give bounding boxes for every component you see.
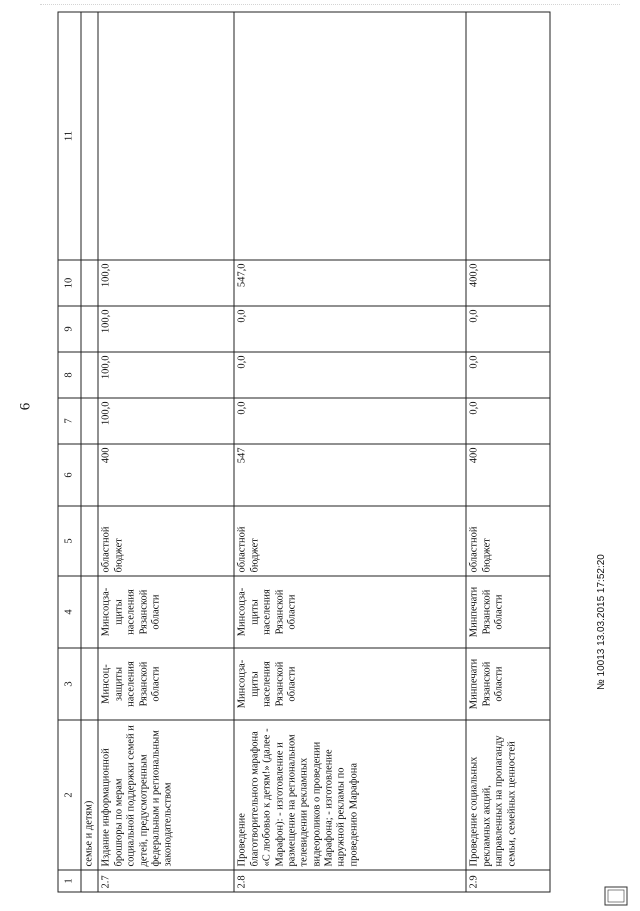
row-description: Проведение благотворительного марафона «С любовью к детям!» (далее - Марафон): - изготовление и размещение на региональном телевидении рекламных видеороликов о проведении Марафона; - изготовление наружной рекламы по проведению Марафона: [234, 720, 466, 870]
row-executor: Минпечати Рязанской области: [466, 576, 550, 648]
stamp-logo: [604, 886, 628, 906]
row-value: 100,0: [98, 398, 234, 444]
row-value: 400,0: [466, 260, 550, 306]
column-header: 2: [58, 720, 81, 870]
column-header: 1: [58, 870, 81, 892]
table-row: [81, 12, 98, 892]
row-value: 0,0: [234, 398, 466, 444]
row-responsible: Минпечати Рязанской области: [466, 648, 550, 720]
row-source: областной бюджет: [234, 506, 466, 576]
scan-artifact: [40, 4, 620, 11]
rotated-table-wrapper: [58, 13, 583, 893]
row-executor: Минсоцза-щиты населения Рязанской области: [234, 576, 466, 648]
row-responsible: Минсоцза-щиты населения Рязанской области: [234, 648, 466, 720]
row-description: Издание информационной брошюры по мерам социальной поддержки семей и детей, предусмотренным федеральным и региональным законодательством: [98, 720, 234, 870]
table-row: [466, 12, 550, 892]
row-value: 0,0: [234, 352, 466, 398]
table-row: [234, 12, 466, 892]
row-value: 0,0: [234, 306, 466, 352]
row-number: 2.9: [466, 870, 550, 892]
row-value: 547,0: [234, 260, 466, 306]
program-table: [58, 12, 551, 893]
page-number: 6: [17, 402, 34, 411]
column-header: 9: [58, 306, 81, 352]
column-header: 3: [58, 648, 81, 720]
column-header: 6: [58, 444, 81, 506]
row-value: 100,0: [98, 306, 234, 352]
document-footer: № 10013 13.03.2015 17:52:20: [596, 554, 607, 690]
column-number-row: [58, 12, 81, 892]
column-header: 7: [58, 398, 81, 444]
continuation-text: семье и детям): [81, 720, 98, 870]
column-header: 10: [58, 260, 81, 306]
row-value: 0,0: [466, 306, 550, 352]
row-value: 547: [234, 444, 466, 506]
row-number: 2.8: [234, 870, 466, 892]
row-value: 0,0: [466, 398, 550, 444]
row-value: 0,0: [466, 352, 550, 398]
column-header: 11: [58, 12, 81, 260]
column-header: 5: [58, 506, 81, 576]
table-row: [98, 12, 234, 892]
column-header: 8: [58, 352, 81, 398]
row-number: 2.7: [98, 870, 234, 892]
row-responsible: Минсоц-защиты населения Рязанской области: [98, 648, 234, 720]
row-executor: Минсоцза-щиты населения Рязанской области: [98, 576, 234, 648]
row-source: областной бюджет: [466, 506, 550, 576]
column-header: 4: [58, 576, 81, 648]
row-value: 100,0: [98, 260, 234, 306]
row-source: областной бюджет: [98, 506, 234, 576]
row-value: 100,0: [98, 352, 234, 398]
row-value: 400: [466, 444, 550, 506]
row-description: Проведение социальных рекламных акций, направленных на пропаганду семьи, семейных ценностей: [466, 720, 550, 870]
row-value: 400: [98, 444, 234, 506]
